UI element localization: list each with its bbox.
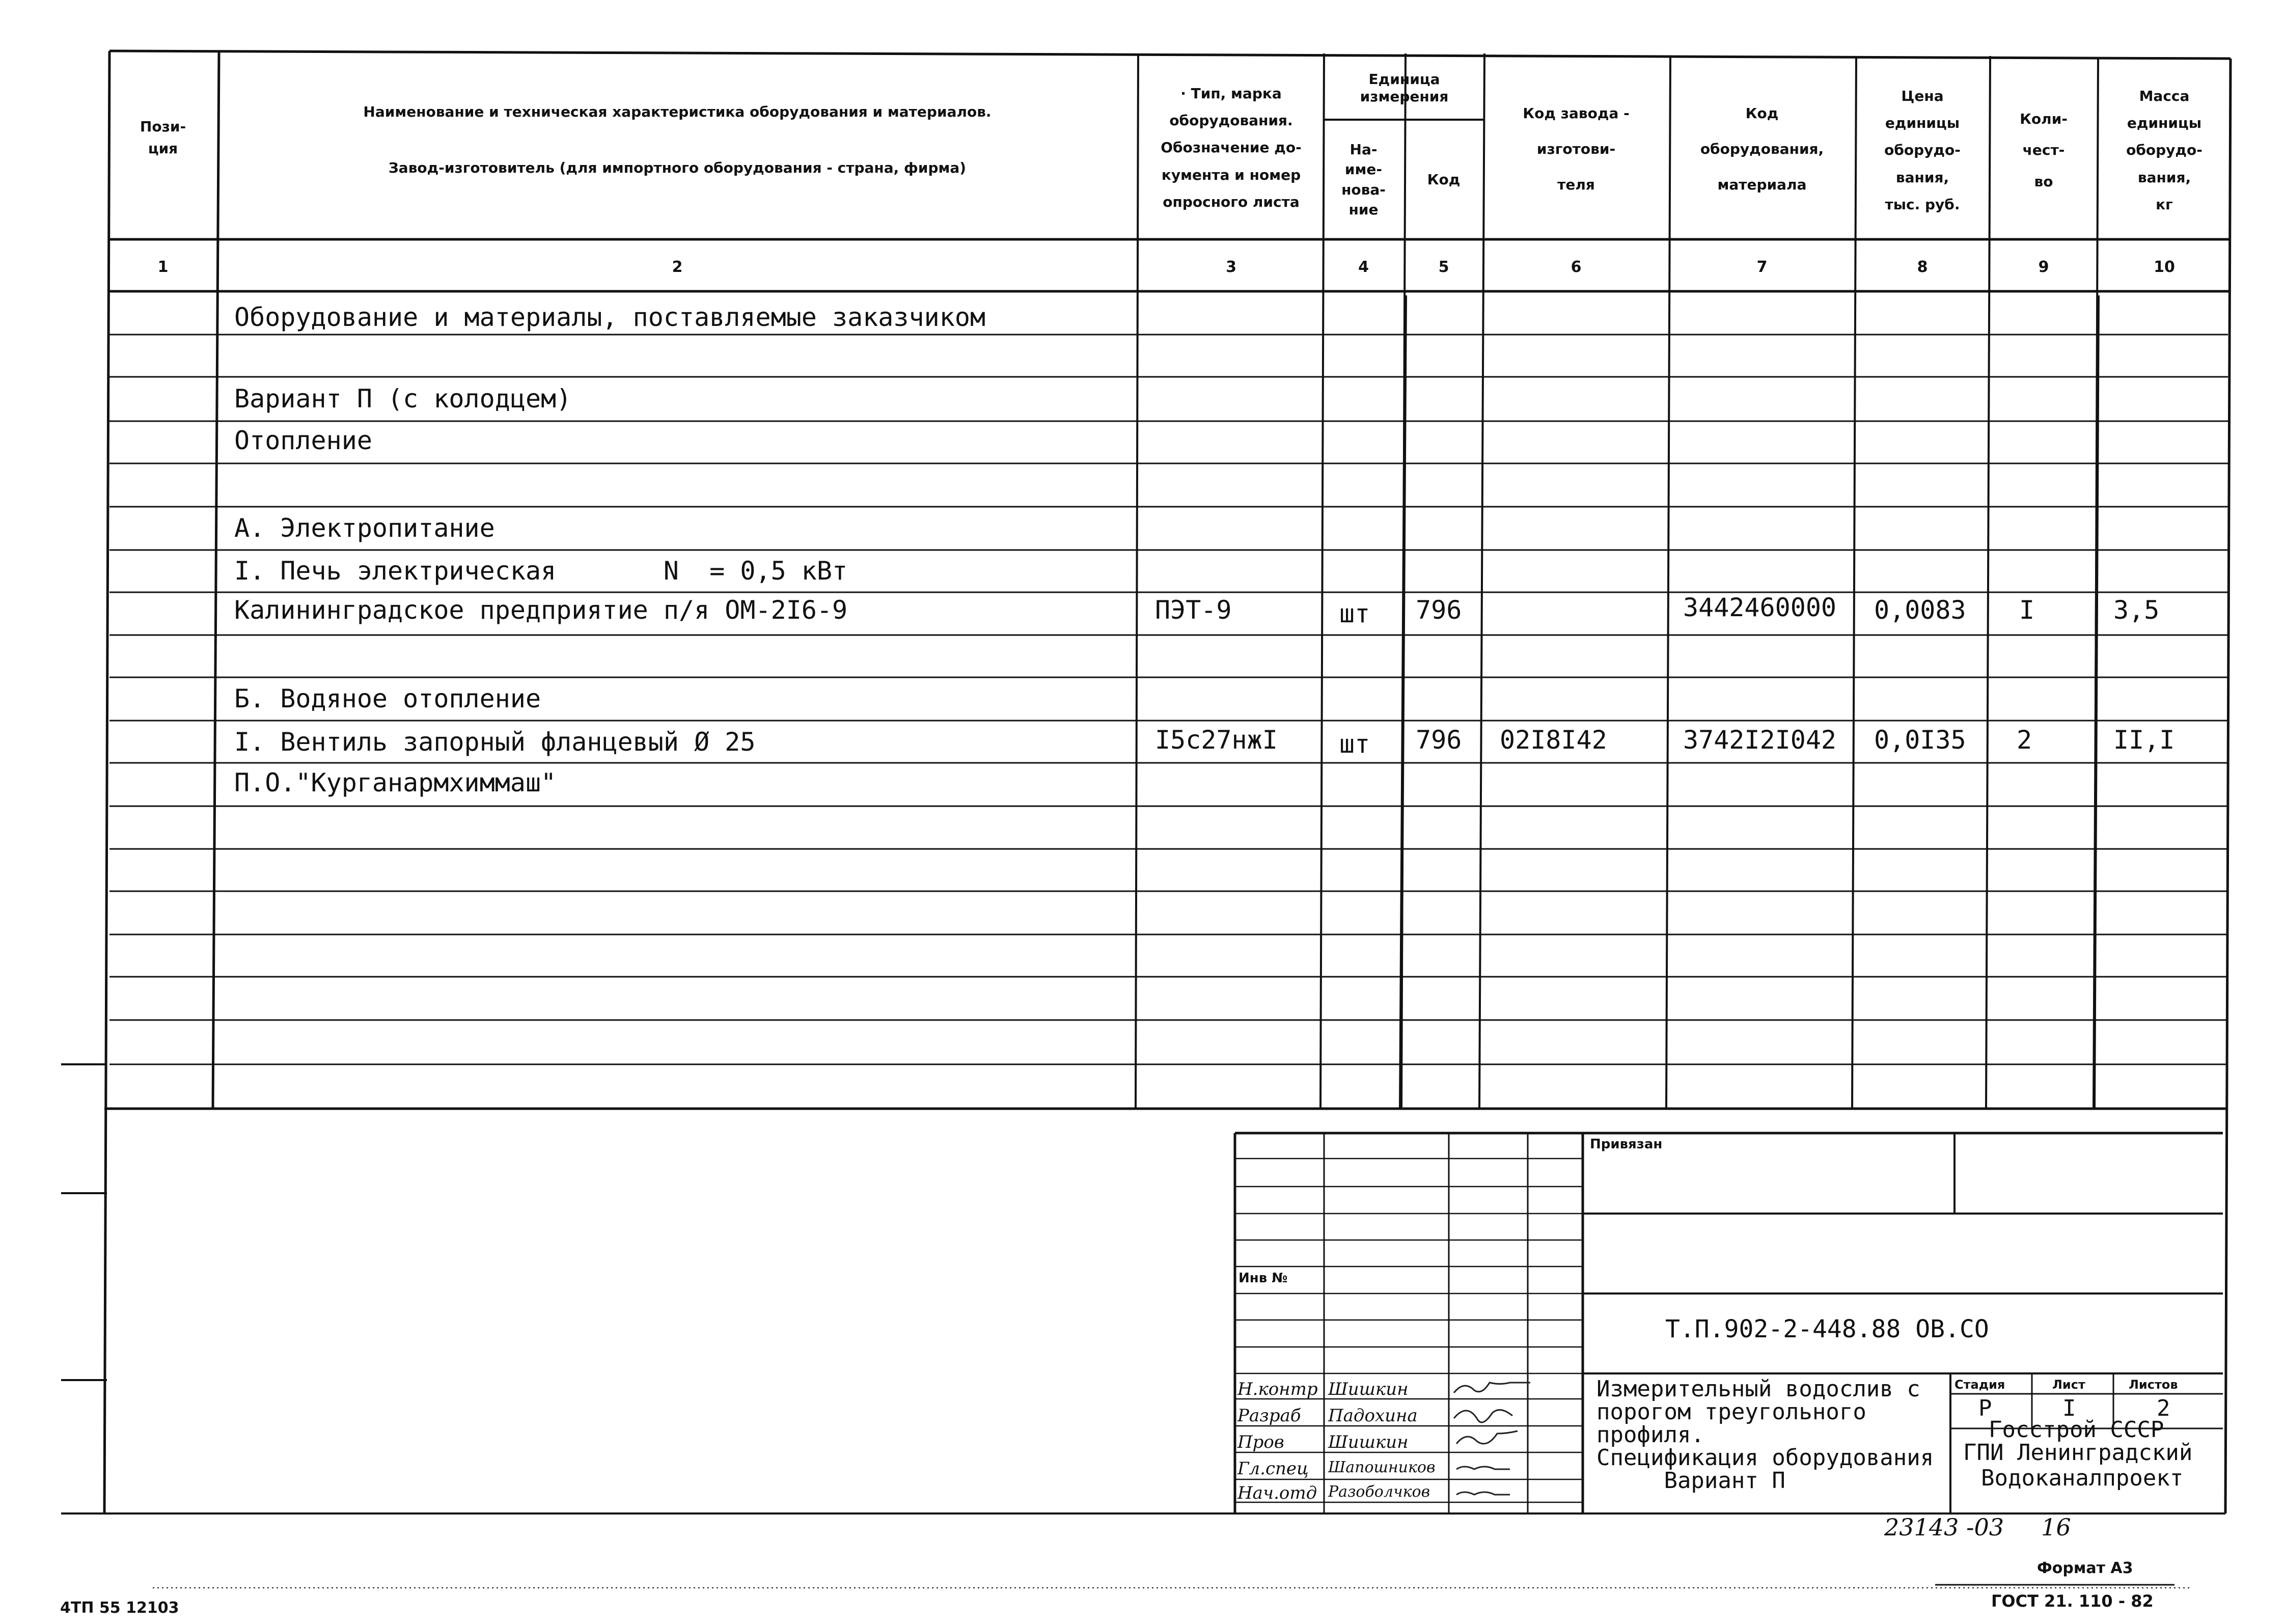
signature-role: Гл.спец xyxy=(1237,1458,1309,1479)
signature-name: Шапошников xyxy=(1328,1458,1436,1476)
table-cell-equipment-code: 3742I2I042 xyxy=(1683,725,1837,755)
header-mass: Масса единицы оборудо- вания, кг xyxy=(2126,88,2203,213)
drawing-title-line: профиля. xyxy=(1596,1422,1704,1448)
signature-role: Н.контр xyxy=(1237,1379,1318,1399)
table-row-label: П.О."Курганармхиммаш" xyxy=(234,768,557,797)
table-cell-equipment-code: 3442460000 xyxy=(1683,593,1837,622)
colnum-6: 6 xyxy=(1571,258,1582,276)
table-row-label: I. Печь электрическая N = 0,5 кВт xyxy=(234,556,848,586)
table-cell-mass: II,I xyxy=(2113,725,2175,755)
colnum-3: 3 xyxy=(1226,258,1236,276)
stage-label: Стадия xyxy=(1954,1378,2005,1392)
table-row-label: Калининградское предприятие п/я ОМ-2I6-9 xyxy=(234,595,848,625)
table-cell-unit-code: 796 xyxy=(1416,595,1462,625)
header-factory-code: Код завода - изготови- теля xyxy=(1523,104,1630,193)
colnum-9: 9 xyxy=(2038,258,2049,276)
colnum-2: 2 xyxy=(672,258,683,276)
table-row-label: Вариант П (с колодцем) xyxy=(234,384,572,414)
header-name-line1: Наименование и техническая характеристика оборудования и материалов. xyxy=(363,103,992,121)
colnum-8: 8 xyxy=(1917,258,1928,276)
signature-name: Шишкин xyxy=(1328,1379,1409,1399)
signature-name: Падохина xyxy=(1328,1406,1418,1426)
table-cell-price: 0,0083 xyxy=(1874,595,1966,625)
table-row-label: I. Вентиль запорный фланцевый Ø 25 xyxy=(234,727,756,757)
inventory-no-label: Инв № xyxy=(1238,1271,1288,1286)
sheets-value: 2 xyxy=(2157,1395,2170,1421)
inventory-number: 4ТП 55 12103 xyxy=(60,1599,179,1617)
org-line: Водоканалпроект xyxy=(1981,1465,2184,1491)
table-row-label: Оборудование и материалы, поставляемые заказчиком xyxy=(234,302,986,332)
stage-value: Р xyxy=(1978,1395,1992,1421)
drawing-title-line: Измерительный водослив с xyxy=(1596,1376,1920,1402)
table-row-label: А. Электропитание xyxy=(234,513,495,543)
header-name-line2: Завод-изготовитель (для импортного оборудования - страна, фирма) xyxy=(388,159,967,177)
header-type: · Тип, марка оборудования. Обозначение до- кумента и номер опросного листа xyxy=(1161,85,1302,210)
header-unit-group: Единица измерения xyxy=(1360,70,1449,105)
colnum-1: 1 xyxy=(157,258,169,276)
signature-name: Шишкин xyxy=(1328,1432,1409,1452)
table-cell-unit-code: 796 xyxy=(1416,725,1462,755)
header-unit-code: Код xyxy=(1427,171,1461,188)
header-price: Цена единицы оборудо- вания, тыс. руб. xyxy=(1884,88,1961,213)
table-cell-mass: 3,5 xyxy=(2113,595,2160,625)
table-cell-unit: шт xyxy=(1339,729,1370,759)
org-line: ГПИ Ленинградский xyxy=(1963,1440,2193,1466)
signature-role: Нач.отд xyxy=(1237,1483,1317,1503)
table-cell-unit: шт xyxy=(1339,599,1370,628)
org-line: Госстрой СССР xyxy=(1989,1417,2164,1443)
document-code: Т.П.902-2-448.88 ОВ.СО xyxy=(1665,1315,1989,1343)
table-cell-type: I5с27нжI xyxy=(1155,725,1278,755)
table-cell-quantity: 2 xyxy=(2017,725,2032,755)
signature-role: Разраб xyxy=(1237,1406,1301,1426)
sheet-value: I xyxy=(2062,1395,2076,1421)
header-quantity: Коли- чест- во xyxy=(2020,110,2068,190)
colnum-10: 10 xyxy=(2154,258,2175,276)
header-equipment-code: Код оборудования, материала xyxy=(1700,104,1824,193)
colnum-5: 5 xyxy=(1438,258,1449,276)
sheet-format: Формат А3 xyxy=(2037,1559,2133,1577)
table-cell-price: 0,0I35 xyxy=(1874,725,1966,755)
sheets-label: Листов xyxy=(2129,1378,2178,1392)
table-row-label: Б. Водяное отопление xyxy=(234,684,541,713)
table-cell-type: ПЭТ-9 xyxy=(1155,595,1232,625)
attached-label: Привязан xyxy=(1590,1137,1663,1152)
drawing-title-line: Вариант П xyxy=(1596,1468,1785,1494)
header-unit-name: На- име- нова- ние xyxy=(1341,141,1386,218)
table-cell-quantity: I xyxy=(2019,595,2035,625)
signature-role: Пров xyxy=(1237,1432,1284,1452)
table-row-label: Отопление xyxy=(234,426,372,455)
gost-reference: ГОСТ 21. 110 - 82 xyxy=(1991,1591,2154,1611)
table-cell-factory-code: 02I8I42 xyxy=(1500,725,1607,755)
handwritten-archive-number: 23143 -03 16 xyxy=(1884,1513,2071,1541)
signature-name: Разоболчков xyxy=(1328,1483,1430,1501)
drawing-title-line: Спецификация оборудования xyxy=(1596,1445,1934,1471)
sheet-label: Лист xyxy=(2052,1378,2085,1392)
header-position: Пози- ция xyxy=(140,118,186,157)
drawing-title-line: порогом треугольного xyxy=(1596,1399,1866,1425)
colnum-4: 4 xyxy=(1358,258,1369,276)
colnum-7: 7 xyxy=(1756,258,1768,276)
